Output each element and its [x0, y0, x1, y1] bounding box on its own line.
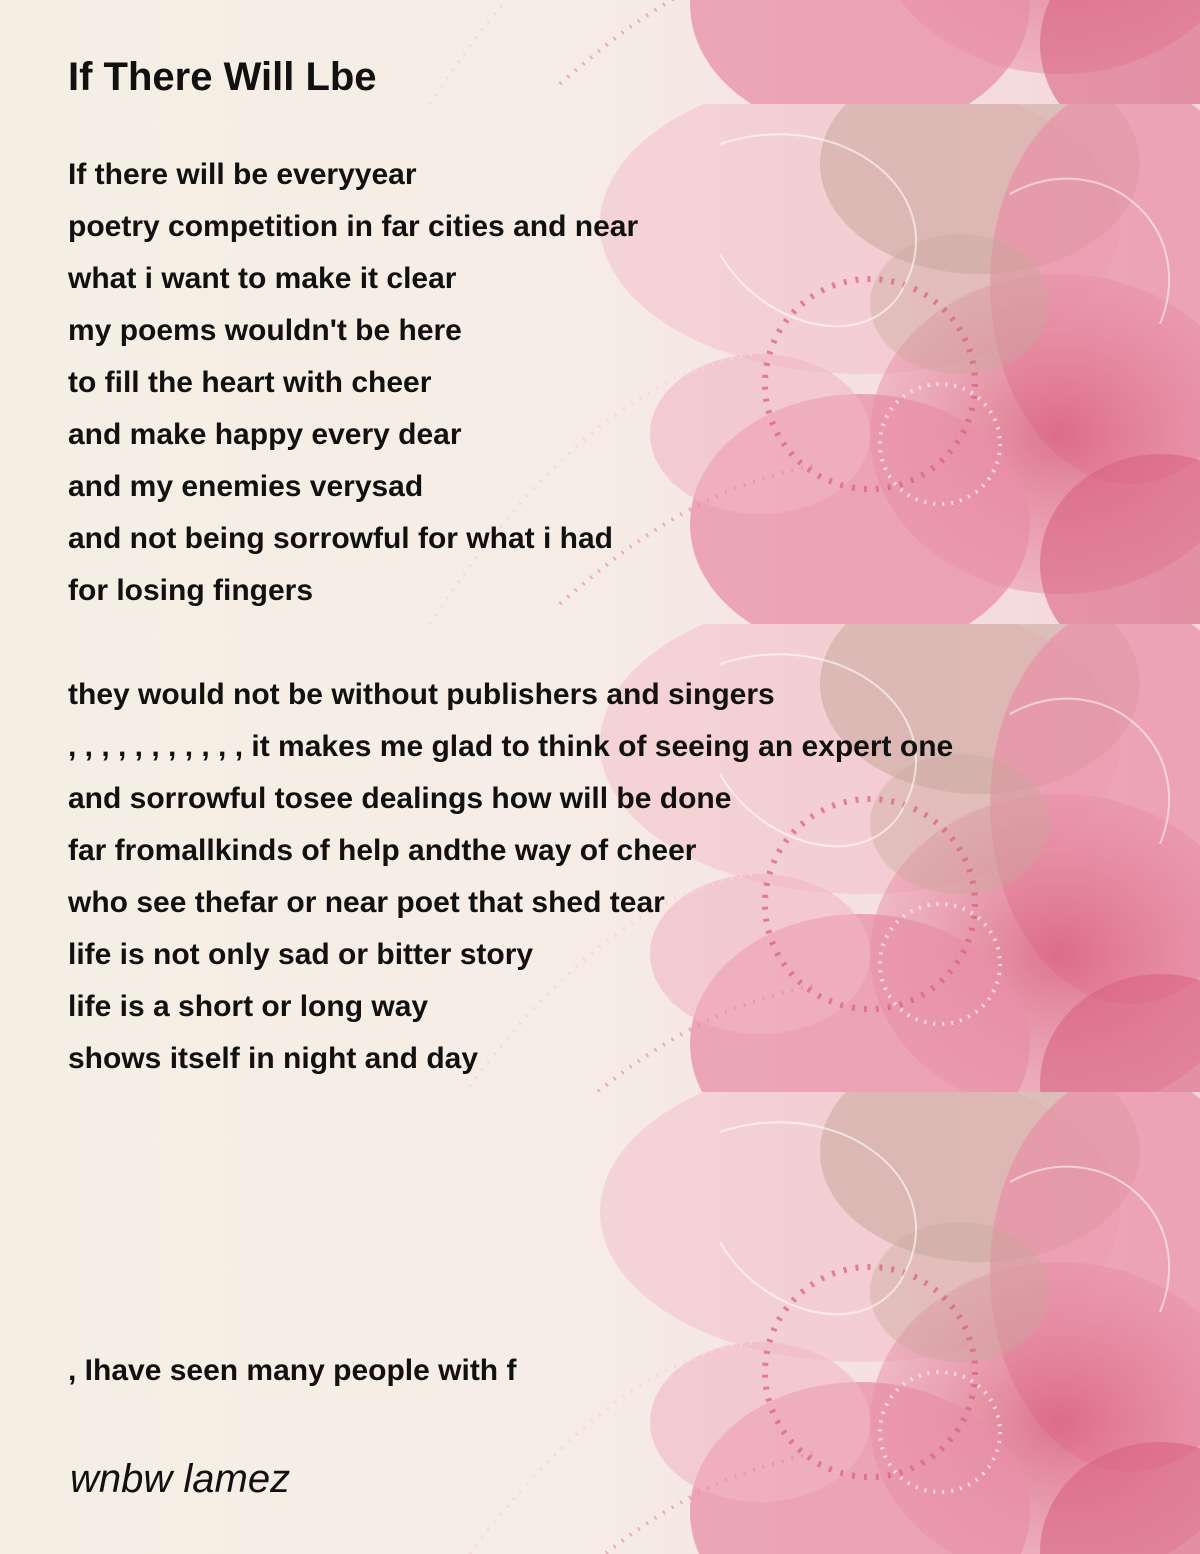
poem-line: If there will be everyyear — [68, 158, 417, 191]
poem-line: what i want to make it clear — [68, 262, 457, 295]
poem-line: and sorrowful tosee dealings how will be done — [68, 782, 732, 815]
poem-line: far fromallkinds of help andthe way of cheer — [68, 834, 697, 867]
poem-title: If There Will Lbe — [68, 55, 377, 99]
poem-line: and make happy every dear — [68, 418, 462, 451]
poem-line: and not being sorrowful for what i had — [68, 522, 613, 555]
poem-line: and my enemies verysad — [68, 470, 424, 503]
poem-line: who see thefar or near poet that shed tear — [68, 886, 665, 919]
poem-line: my poems wouldn't be here — [68, 314, 462, 347]
poem-line: they would not be without publishers and singers — [68, 678, 775, 711]
poem-line: for losing fingers — [68, 574, 314, 607]
poem-line: poetry competition in far cities and near — [68, 210, 639, 243]
poem-line: , , , , , , , , , , , it makes me glad to think of seeing an expert one — [68, 730, 954, 763]
poem-line: life is a short or long way — [68, 990, 429, 1023]
poem-line: shows itself in night and day — [68, 1042, 479, 1075]
poem-line: life is not only sad or bitter story — [68, 938, 534, 971]
poem-author: wnbw lamez — [70, 1457, 291, 1501]
poem-line: , Ihave seen many people with f — [68, 1354, 517, 1387]
poem-line: to fill the heart with cheer — [68, 366, 432, 399]
